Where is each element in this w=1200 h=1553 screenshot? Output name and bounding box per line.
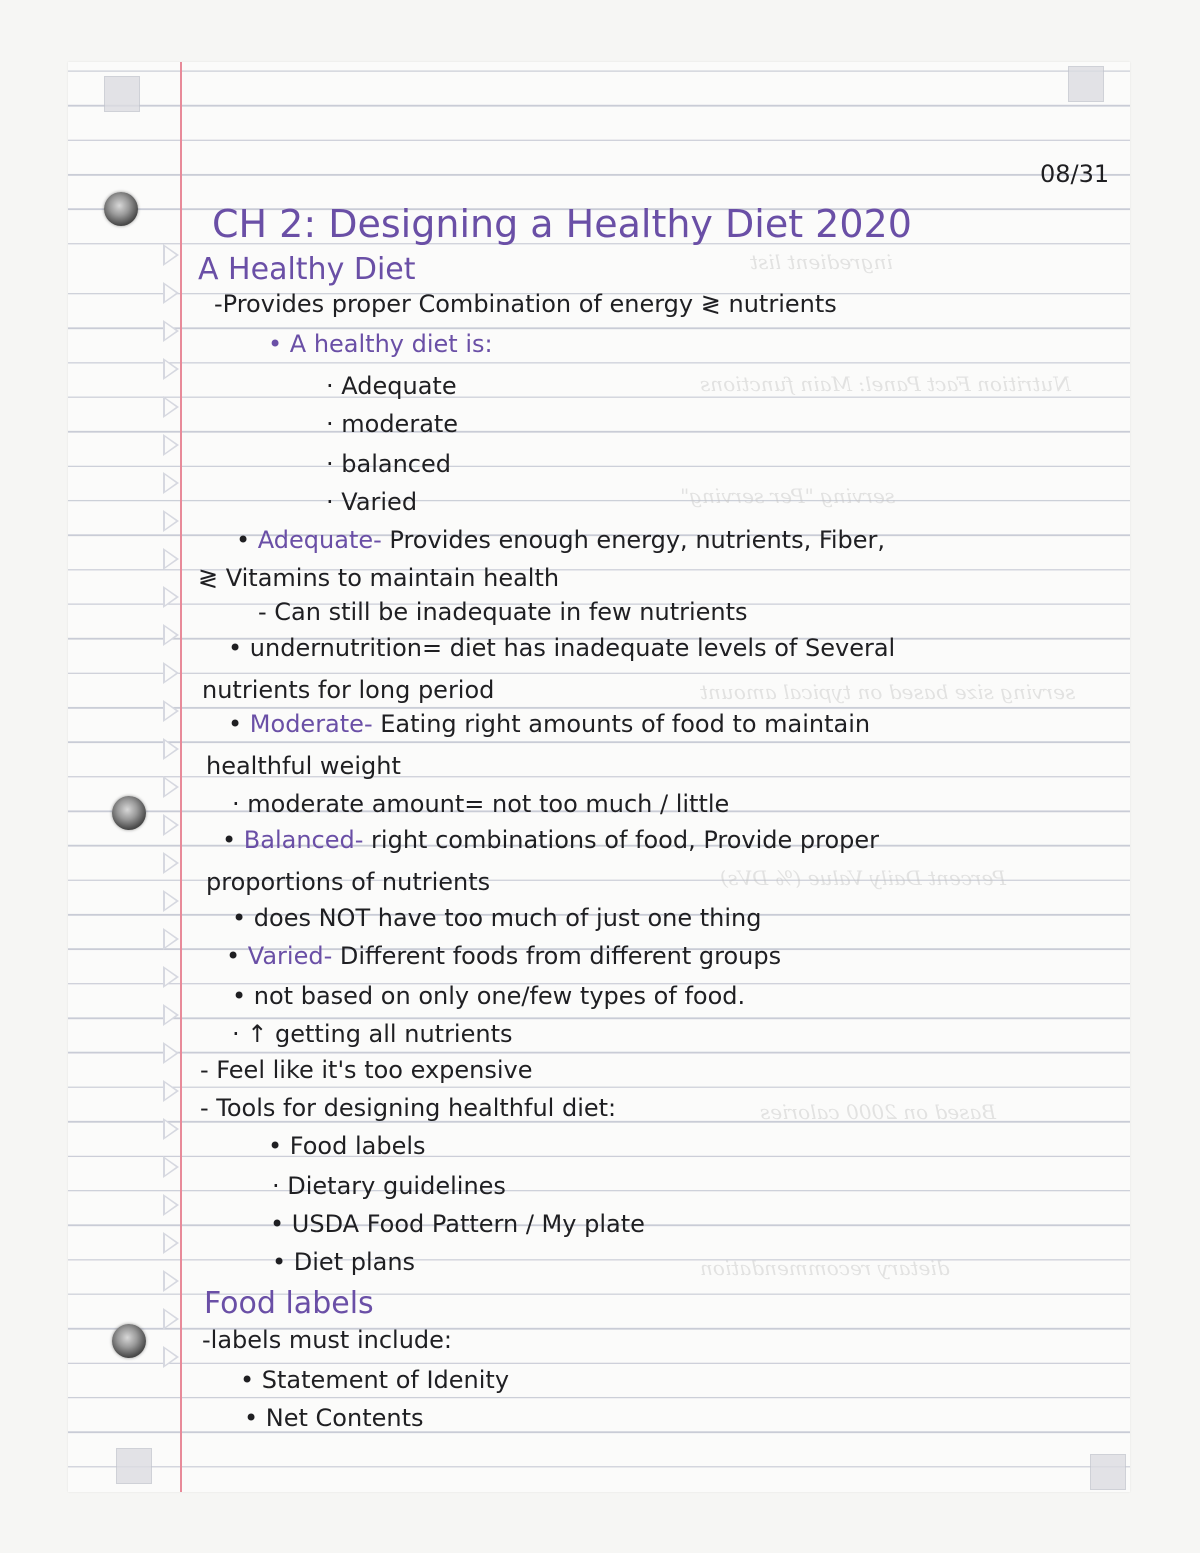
note-line: • undernutrition= diet has inadequate levels of Several <box>228 634 896 662</box>
margin-triangle <box>163 320 179 342</box>
margin-line <box>180 62 182 1492</box>
bleed-through-text: dietary recommendation <box>700 1256 950 1280</box>
margin-triangle <box>163 928 179 950</box>
punch-hole-middle <box>112 796 146 830</box>
note-line: • Net Contents <box>244 1404 424 1432</box>
margin-triangle <box>163 1004 179 1026</box>
margin-triangle <box>163 1194 179 1216</box>
note-line: ≷ Vitamins to maintain health <box>198 564 560 592</box>
punch-hole-top <box>104 192 138 226</box>
note-line: · ↑ getting all nutrients <box>232 1020 513 1048</box>
note-line: · moderate <box>326 410 459 438</box>
margin-triangle <box>163 776 179 798</box>
note-line: · Adequate <box>326 372 457 400</box>
note-line: nutrients for long period <box>202 676 495 704</box>
margin-triangle <box>163 852 179 874</box>
bleed-through-text: Nutrition Fact Panel: Main functions <box>700 372 1071 396</box>
note-line: • not based on only one/few types of food. <box>232 982 746 1010</box>
note-line: • USDA Food Pattern / My plate <box>270 1210 645 1238</box>
note-line: • Statement of Idenity <box>240 1366 510 1394</box>
date-label: 08/31 <box>1040 160 1110 188</box>
note-line: · balanced <box>326 450 451 478</box>
note-line: proportions of nutrients <box>206 868 491 896</box>
margin-triangle <box>163 1232 179 1254</box>
margin-triangle <box>163 510 179 532</box>
punch-hole-bottom <box>112 1324 146 1358</box>
bleed-through-text: ingredient list <box>750 250 893 274</box>
bleed-through-text: serving size based on typical amount <box>700 680 1076 704</box>
section-heading: Food labels <box>204 1286 374 1321</box>
bleed-through-text: serving "Per serving" <box>680 484 896 508</box>
margin-triangle <box>163 814 179 836</box>
margin-triangle <box>163 738 179 760</box>
margin-triangle <box>163 434 179 456</box>
bleed-through-text: Percent Daily Value (% DVs) <box>720 866 1007 890</box>
margin-triangle <box>163 1270 179 1292</box>
corner-mark-top-left <box>104 76 140 112</box>
note-line: healthful weight <box>206 752 401 780</box>
margin-triangle <box>163 1346 179 1368</box>
margin-triangle <box>163 586 179 608</box>
note-line: - Can still be inadequate in few nutrients <box>258 598 748 626</box>
margin-triangle <box>163 662 179 684</box>
corner-mark-top-right <box>1068 66 1104 102</box>
note-line: · Dietary guidelines <box>272 1172 506 1200</box>
margin-triangle <box>163 396 179 418</box>
note-line: • A healthy diet is: <box>268 330 493 358</box>
note-line: • Diet plans <box>272 1248 416 1276</box>
bleed-through-text: Based on 2000 calories <box>760 1100 997 1124</box>
margin-triangle <box>163 1156 179 1178</box>
note-line: - Feel like it's too expensive <box>200 1056 533 1084</box>
margin-triangle <box>163 890 179 912</box>
corner-mark-bottom-left <box>116 1448 152 1484</box>
margin-triangle <box>163 1042 179 1064</box>
note-line: · Varied <box>326 488 418 516</box>
section-heading: A Healthy Diet <box>198 252 416 287</box>
margin-triangle <box>163 358 179 380</box>
margin-triangle <box>163 244 179 266</box>
margin-triangle <box>163 548 179 570</box>
note-line: - Tools for designing healthful diet: <box>200 1094 617 1122</box>
margin-triangle <box>163 472 179 494</box>
note-line: -labels must include: <box>202 1326 453 1354</box>
note-line: • Varied- Different foods from different groups <box>226 942 782 970</box>
note-line: · moderate amount= not too much / little <box>232 790 730 818</box>
page-title: CH 2: Designing a Healthy Diet 2020 <box>212 202 912 246</box>
note-line: • Moderate- Eating right amounts of food to maintain <box>228 710 871 738</box>
note-line: • Balanced- right combinations of food, Provide proper <box>222 826 880 854</box>
margin-triangle <box>163 1118 179 1140</box>
margin-triangle <box>163 282 179 304</box>
note-line: • does NOT have too much of just one thing <box>232 904 762 932</box>
note-line: • Adequate- Provides enough energy, nutrients, Fiber, <box>236 526 886 554</box>
margin-triangle <box>163 624 179 646</box>
note-line: -Provides proper Combination of energy ≷ nutrients <box>214 290 837 318</box>
margin-triangle <box>163 1308 179 1330</box>
margin-triangle <box>163 700 179 722</box>
margin-triangle <box>163 1080 179 1102</box>
margin-triangle <box>163 966 179 988</box>
corner-mark-bottom-right <box>1090 1454 1126 1490</box>
note-line: • Food labels <box>268 1132 426 1160</box>
